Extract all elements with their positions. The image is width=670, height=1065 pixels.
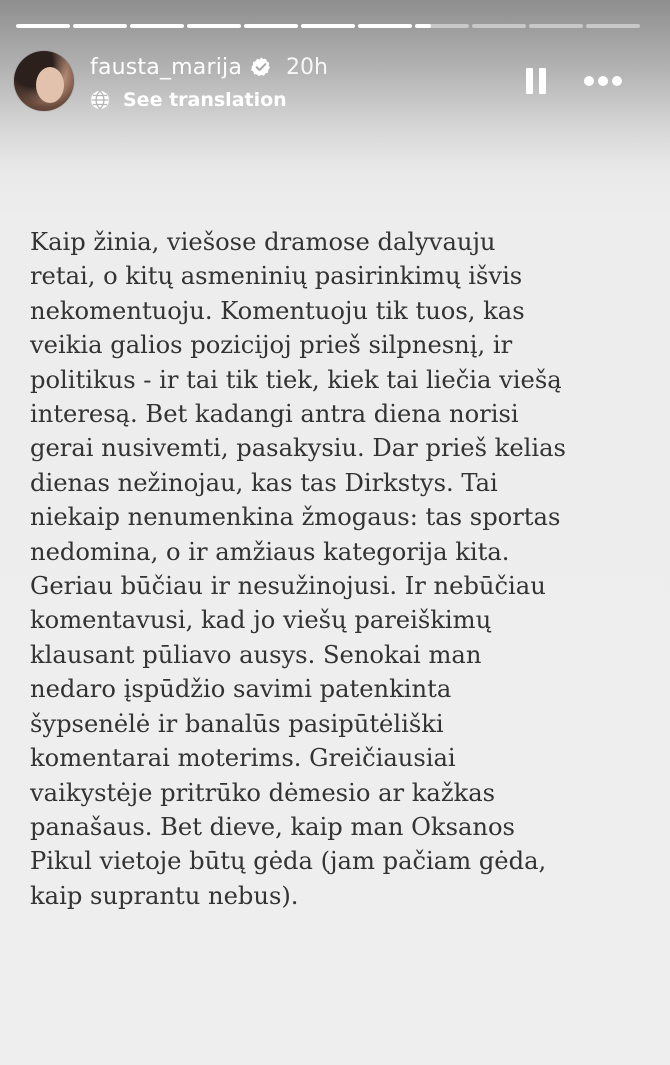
story-header xyxy=(90,50,328,84)
story-text-line: dienas nežinojau, kas tas Dirkstys. Tai xyxy=(30,468,498,497)
progress-segment-fill xyxy=(301,24,355,28)
story-text-line: vaikystėje pritrūko dėmesio ar kažkas xyxy=(30,778,496,807)
story-text-line: gerai nusivemti, pasakysiu. Dar prieš kelias xyxy=(30,434,566,463)
story-progress-bar xyxy=(16,24,640,28)
more-dot xyxy=(584,76,594,86)
progress-segment-fill xyxy=(358,24,412,28)
story-text xyxy=(30,225,650,913)
verified-badge-icon xyxy=(250,56,272,78)
progress-segment xyxy=(472,24,526,28)
story-text-line: veikia galios pozicijoj prieš silpnesnį, ir xyxy=(30,331,513,360)
progress-segment-fill xyxy=(415,24,431,28)
avatar-face xyxy=(36,67,64,103)
progress-segment xyxy=(586,24,640,28)
story-text-line: šypsenėlė ir banalūs pasipūtėliški xyxy=(30,709,444,738)
post-time: 20h xyxy=(286,54,328,80)
progress-segment-fill xyxy=(73,24,127,28)
progress-segment-fill xyxy=(130,24,184,28)
progress-segment xyxy=(529,24,583,28)
story-text-line: politikus - ir tai tik tiek, kiek tai liečia viešą xyxy=(30,365,562,394)
see-translation-button[interactable] xyxy=(90,86,287,114)
progress-segment xyxy=(244,24,298,28)
story-text-line: retai, o kitų asmeninių pasirinkimų išvis xyxy=(30,262,523,291)
progress-segment xyxy=(130,24,184,28)
more-options-button[interactable] xyxy=(580,70,626,92)
pause-icon-bar-left xyxy=(526,68,533,94)
story-text-line: komentavusi, kad jo viešų pareiškimų xyxy=(30,606,492,635)
progress-segment xyxy=(73,24,127,28)
more-dot xyxy=(598,76,608,86)
story-text-line: klausant pūliavo ausys. Senokai man xyxy=(30,640,482,669)
avatar[interactable] xyxy=(14,51,74,111)
progress-segment xyxy=(358,24,412,28)
story-text-line: nekomentuoju. Komentuoju tik tuos, kas xyxy=(30,296,525,325)
progress-segment-fill xyxy=(187,24,241,28)
progress-segment xyxy=(187,24,241,28)
story-text-line: nedomina, o ir amžiaus kategorija kita. xyxy=(30,537,510,566)
globe-icon xyxy=(90,90,110,110)
progress-segment-fill xyxy=(16,24,70,28)
story-text-line: Pikul vietoje būtų gėda (jam pačiam gėda, xyxy=(30,847,547,876)
pause-button[interactable] xyxy=(522,66,550,96)
username[interactable]: fausta_marija xyxy=(90,54,243,80)
story-text-line: interesą. Bet kadangi antra diena norisi xyxy=(30,400,519,429)
progress-segment xyxy=(301,24,355,28)
story-text-line: kaip suprantu nebus). xyxy=(30,881,299,910)
progress-segment xyxy=(16,24,70,28)
story-text-line: panašaus. Bet dieve, kaip man Oksanos xyxy=(30,812,515,841)
story-text-line: Kaip žinia, viešose dramose dalyvauju xyxy=(30,228,496,256)
story-text-line: komentarai moterims. Greičiausiai xyxy=(30,744,456,773)
story-text-line: niekaip nenumenkina žmogaus: tas sportas xyxy=(30,503,561,532)
pause-icon-bar-right xyxy=(539,68,546,94)
more-dot xyxy=(612,76,622,86)
see-translation-label: See translation xyxy=(123,89,287,111)
progress-segment-fill xyxy=(244,24,298,28)
story-text-line: nedaro įspūdžio savimi patenkinta xyxy=(30,675,452,704)
story-text-line: Geriau būčiau ir nesužinojusi. Ir nebūčiau xyxy=(30,572,546,601)
progress-segment xyxy=(415,24,469,28)
